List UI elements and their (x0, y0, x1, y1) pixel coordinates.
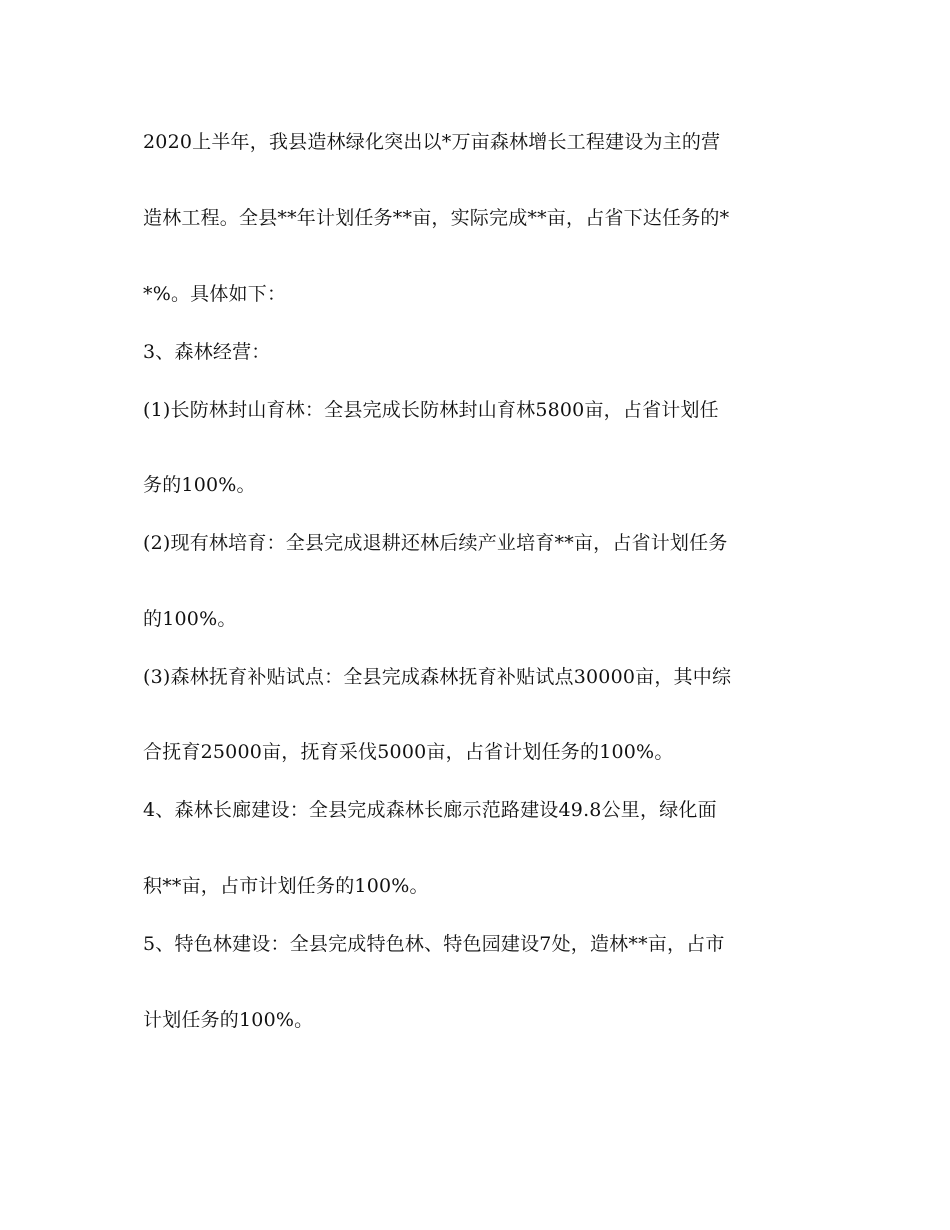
paragraph-1-line-2: 造林工程。全县**年计划任务**亩，实际完成**亩，占省下达任务的* (143, 207, 730, 229)
item-2-line-1: (2)现有林培育：全县完成退耕还林后续产业培育**亩，占省计划任务 (143, 532, 728, 554)
section-heading-3: 3、森林经营： (143, 341, 271, 363)
section-4-line-1: 4、森林长廊建设：全县完成森林长廊示范路建设49.8公里，绿化面 (143, 799, 717, 821)
item-2-line-2: 的100%。 (143, 608, 237, 630)
paragraph-1-line-1: 2020上半年，我县造林绿化突出以*万亩森林增长工程建设为主的营 (143, 131, 721, 153)
section-4-line-2: 积**亩，占市计划任务的100%。 (143, 875, 429, 897)
item-3-line-2: 合抚育25000亩，抚育采伐5000亩，占省计划任务的100%。 (143, 741, 674, 763)
section-5-line-1: 5、特色林建设：全县完成特色林、特色园建设7处，造林**亩，占市 (143, 933, 725, 955)
item-3-line-1: (3)森林抚育补贴试点：全县完成森林抚育补贴试点30000亩，其中综 (143, 666, 732, 688)
section-5-line-2: 计划任务的100%。 (143, 1009, 314, 1031)
paragraph-1-line-3: *%。具体如下： (143, 283, 287, 305)
item-1-line-2: 务的100%。 (143, 474, 256, 496)
item-1-line-1: (1)长防林封山育林：全县完成长防林封山育林5800亩，占省计划任 (143, 399, 719, 421)
